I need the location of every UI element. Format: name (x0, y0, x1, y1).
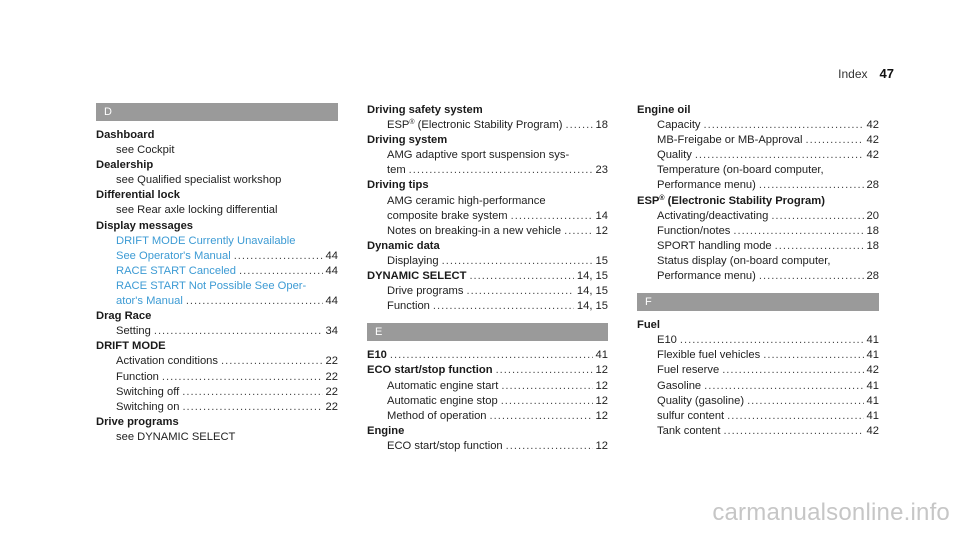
index-subentry (367, 254, 608, 269)
index-entry-title: Engine oil (637, 104, 691, 116)
entry-title-text: ECO start/stop function (367, 364, 493, 377)
leader-dots (154, 324, 323, 339)
index-entry-title: Dealership (96, 159, 154, 172)
page-reference[interactable]: 12 (595, 379, 608, 392)
index-subentry (367, 224, 608, 239)
leader-dots (409, 163, 593, 178)
page-reference[interactable]: 22 (325, 400, 338, 413)
leader-dots (806, 133, 864, 148)
index-entry-title: Driving system (367, 134, 448, 147)
index-entry-title: Driving safety system (367, 104, 483, 116)
entry-title-text: DYNAMIC SELECT (367, 270, 467, 283)
subentry-text: Activation conditions (116, 355, 218, 368)
index-subentry (637, 133, 879, 148)
index-subentry-text: see DYNAMIC SELECT (116, 430, 236, 443)
index-column-3 (637, 103, 879, 439)
leader-dots (496, 363, 593, 378)
index-subentry (637, 363, 879, 378)
leader-dots (747, 394, 863, 409)
leader-dots (759, 269, 864, 284)
index-subentry (367, 439, 608, 454)
leader-dots (239, 264, 323, 279)
page-reference[interactable]: 44 (325, 295, 338, 308)
subentry-text: Function (387, 300, 430, 313)
leader-dots (727, 409, 863, 424)
subentry-text: E10 (657, 334, 677, 347)
index-subentry (96, 354, 338, 369)
subentry-text: Displaying (387, 254, 439, 267)
page-reference[interactable]: 18 (595, 119, 608, 132)
index-entry-title (637, 194, 879, 209)
leader-dots (564, 224, 592, 239)
subentry-text: Setting (116, 325, 151, 338)
registered-mark: ® (409, 119, 415, 127)
subentry-text: Gasoline (657, 379, 702, 392)
subentry-text: ECO start/stop function (387, 439, 503, 452)
index-subentry (96, 370, 338, 385)
index-subentry (637, 394, 879, 409)
index-subentry (96, 400, 338, 415)
leader-dots (221, 354, 323, 369)
page-header (838, 66, 894, 81)
subentry-text: sulfur content (657, 409, 725, 422)
leader-dots (759, 178, 864, 193)
index-subentry (637, 409, 879, 424)
index-subentry (637, 148, 879, 163)
index-entry-with-page (367, 363, 608, 378)
leader-dots (723, 424, 863, 439)
leader-dots (390, 348, 593, 363)
index-subentry (637, 178, 879, 193)
page-reference[interactable]: 42 (866, 119, 879, 132)
page-reference[interactable]: 12 (595, 364, 608, 377)
page-reference[interactable]: 23 (595, 164, 608, 177)
index-subentry (637, 269, 879, 284)
index-subentry (637, 348, 879, 363)
leader-dots (442, 254, 593, 269)
index-subentry (637, 424, 879, 439)
entry-title-text: E10 (367, 349, 387, 362)
index-column-2 (367, 103, 608, 454)
index-subentry-text: see Rear axle locking differential (116, 204, 278, 217)
subentry-text: Automatic engine stop (387, 394, 498, 407)
page-reference[interactable]: 14, 15 (576, 300, 608, 313)
page-number: 47 (879, 66, 894, 81)
index-subentry (637, 379, 879, 394)
subentry-text: Performance menu) (657, 179, 756, 192)
page-reference[interactable]: 22 (325, 370, 338, 383)
index-entry-title: Drive programs (96, 415, 179, 428)
index-link-text[interactable]: RACE START Not Possible See Oper- (116, 279, 307, 292)
leader-dots (469, 269, 573, 284)
leader-dots (704, 379, 863, 394)
subentry-text: Notes on breaking-in a new vehicle (387, 224, 562, 237)
leader-dots (234, 249, 323, 264)
index-subentry (367, 118, 608, 133)
subentry-text: Drive programs (387, 285, 464, 298)
page-reference[interactable]: 42 (866, 134, 879, 147)
index-subentry-text: AMG adaptive sport suspension sys- (387, 149, 570, 162)
page-reference[interactable]: 42 (866, 424, 879, 437)
index-entry-title: Differential lock (96, 189, 180, 202)
page-reference[interactable]: 28 (866, 179, 879, 192)
index-column-1 (96, 103, 338, 445)
index-subentry (367, 163, 608, 178)
subentry-text: Quality (657, 149, 692, 162)
index-subentry-text: see Qualified specialist workshop (116, 174, 282, 187)
leader-dots (466, 284, 573, 299)
index-link-with-page[interactable] (96, 264, 338, 279)
page-reference[interactable]: 18 (866, 224, 879, 237)
page-reference[interactable]: 41 (866, 334, 879, 347)
page-reference[interactable]: 12 (595, 409, 608, 422)
index-subentry (96, 385, 338, 400)
subentry-text: SPORT handling mode (657, 239, 772, 252)
leader-dots (501, 394, 593, 409)
leader-dots (722, 363, 863, 378)
text-part: (Electronic Stability Program) (414, 119, 563, 132)
page-reference[interactable]: 44 (325, 249, 338, 262)
subentry-text: Quality (gasoline) (657, 394, 745, 407)
link-text[interactable]: ator's Manual (116, 295, 183, 308)
watermark-text: carmanualsonline.info (712, 499, 950, 526)
index-entry-title: Fuel (637, 319, 660, 332)
page-reference[interactable]: 28 (866, 270, 879, 283)
subentry-text: composite brake system (387, 209, 508, 222)
page-reference[interactable]: 12 (595, 224, 608, 237)
leader-dots (501, 379, 592, 394)
leader-dots (771, 209, 863, 224)
index-entry-title: Drag Race (96, 310, 152, 323)
section-header: D (96, 103, 338, 121)
page-reference[interactable]: 12 (595, 394, 608, 407)
link-text[interactable]: RACE START Canceled (116, 264, 237, 277)
subentry-text: Flexible fuel vehicles (657, 349, 761, 362)
subentry-text: Switching off (116, 385, 180, 398)
subentry-text: Capacity (657, 119, 701, 132)
subentry-text: Method of operation (387, 409, 487, 422)
leader-dots (566, 118, 593, 133)
index-link-with-page[interactable] (96, 294, 338, 309)
subentry-text: tem (387, 164, 406, 177)
index-entry-title: Dashboard (96, 129, 155, 141)
subentry-text: Tank content (657, 424, 721, 437)
index-subentry (367, 379, 608, 394)
leader-dots (162, 370, 323, 385)
section-header: E (367, 323, 608, 341)
header-label: Index (838, 67, 868, 81)
index-subentry (96, 324, 338, 339)
subentry-text: Automatic engine start (387, 379, 499, 392)
page-reference[interactable]: 20 (866, 209, 879, 222)
leader-dots (695, 148, 864, 163)
index-subentry-text: AMG ceramic high-performance (387, 194, 546, 207)
page-reference[interactable]: 34 (325, 325, 338, 338)
index-subentry (367, 409, 608, 424)
page-reference[interactable]: 12 (595, 439, 608, 452)
subentry-text: Performance menu) (657, 270, 756, 283)
index-entry-title: Dynamic data (367, 239, 440, 252)
leader-dots (680, 333, 864, 348)
page-reference[interactable]: 14 (595, 209, 608, 222)
subentry-text: Function (116, 370, 159, 383)
registered-mark: ® (659, 194, 665, 202)
index-subentry (367, 299, 608, 314)
index-subentry (637, 333, 879, 348)
page-reference[interactable]: 42 (866, 149, 879, 162)
index-subentry (367, 284, 608, 299)
subentry-text: MB-Freigabe or MB-Approval (657, 134, 803, 147)
index-subentry-text: Status display (on-board computer, (657, 254, 831, 267)
index-entry-title: Engine (367, 424, 405, 437)
page-reference[interactable]: 18 (866, 239, 879, 252)
leader-dots (511, 209, 593, 224)
title-text: ESP (637, 194, 660, 207)
page-reference[interactable]: 22 (325, 385, 338, 398)
page-reference[interactable]: 41 (866, 409, 879, 422)
page-reference[interactable]: 41 (595, 349, 608, 362)
section-header: F (637, 293, 879, 311)
index-entry-title: Display messages (96, 219, 194, 232)
subentry-text: Fuel reserve (657, 364, 720, 377)
leader-dots (182, 385, 322, 400)
link-text[interactable]: See Operator's Manual (116, 249, 231, 262)
index-link-text[interactable]: DRIFT MODE Currently Unavailable (116, 234, 296, 247)
leader-dots (182, 400, 322, 415)
index-subentry (367, 394, 608, 409)
page-reference[interactable]: 15 (595, 254, 608, 267)
page-reference[interactable]: 44 (325, 264, 338, 277)
index-entry-title: DRIFT MODE (96, 340, 166, 353)
page-reference[interactable]: 41 (866, 379, 879, 392)
leader-dots (186, 294, 323, 309)
leader-dots (763, 348, 863, 363)
index-subentry (637, 118, 879, 133)
subentry-text (387, 118, 563, 133)
leader-dots (506, 439, 593, 454)
leader-dots (490, 409, 593, 424)
index-subentry (637, 209, 879, 224)
index-subentry (637, 224, 879, 239)
index-entry-with-page (367, 348, 608, 363)
leader-dots (775, 239, 864, 254)
index-subentry (637, 239, 879, 254)
index-subentry (367, 209, 608, 224)
leader-dots (433, 299, 574, 314)
text-part: ESP (387, 119, 410, 132)
page-reference[interactable]: 22 (325, 355, 338, 368)
page-reference[interactable]: 14, 15 (576, 285, 608, 298)
subentry-text: Function/notes (657, 224, 731, 237)
index-subentry-text: see Cockpit (116, 144, 175, 157)
title-text: (Electronic Stability Program) (664, 194, 825, 207)
page-reference[interactable]: 42 (866, 364, 879, 377)
index-entry-with-page (367, 269, 608, 284)
leader-dots (733, 224, 863, 239)
subentry-text: Switching on (116, 400, 180, 413)
page-reference[interactable]: 41 (866, 394, 879, 407)
page-reference[interactable]: 14, 15 (576, 270, 608, 283)
index-subentry-text: Temperature (on-board computer, (657, 164, 824, 177)
index-entry-title: Driving tips (367, 179, 429, 192)
leader-dots (704, 118, 864, 133)
subentry-text: Activating/deactivating (657, 209, 769, 222)
index-link-with-page[interactable] (96, 249, 338, 264)
page-reference[interactable]: 41 (866, 349, 879, 362)
